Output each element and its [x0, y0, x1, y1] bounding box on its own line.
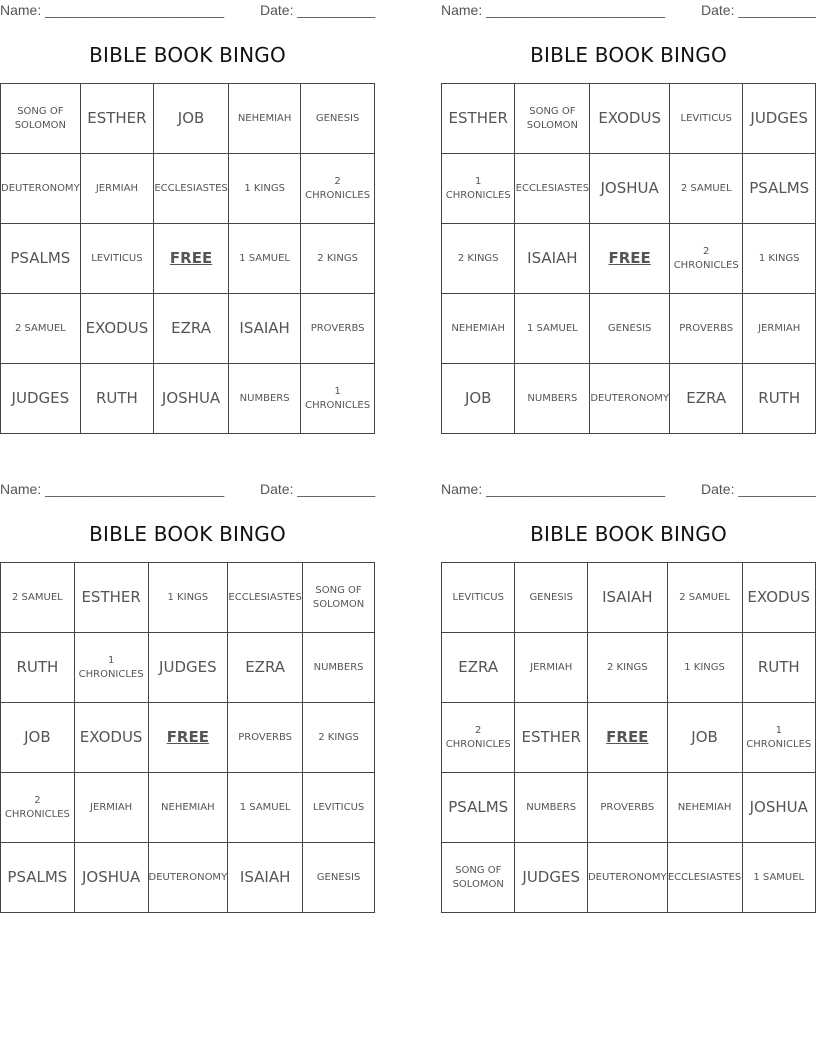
- bingo-row: [1, 703, 375, 773]
- bingo-cell: JOSHUA: [74, 843, 148, 913]
- bingo-cell: ESTHER: [80, 84, 153, 154]
- bingo-row: [442, 84, 816, 154]
- card-title: BIBLE BOOK BINGO: [89, 43, 286, 67]
- bingo-cell: EXODUS: [590, 84, 670, 154]
- bingo-cell: NUMBERS: [303, 633, 375, 703]
- bingo-grid: [441, 562, 816, 913]
- bingo-cell: EXODUS: [80, 294, 153, 364]
- bingo-cell: JOSHUA: [590, 154, 670, 224]
- bingo-cell: JOB: [154, 84, 229, 154]
- bingo-cell: SONG OF SOLOMON: [303, 563, 375, 633]
- bingo-grid: [0, 562, 375, 913]
- bingo-cell: JOSHUA: [742, 773, 815, 843]
- name-field-label: Name: _______________________: [0, 2, 225, 18]
- bingo-cell: ECCLESIASTES: [667, 843, 742, 913]
- name-date-line: [0, 2, 375, 20]
- bingo-cell: GENESIS: [515, 563, 588, 633]
- bingo-cell: NUMBERS: [515, 364, 590, 434]
- bingo-cell: DEUTERONOMY: [1, 154, 81, 224]
- bingo-cell: JOB: [667, 703, 742, 773]
- bingo-card-2: [441, 0, 816, 440]
- bingo-cell: 2 CHRONICLES: [301, 154, 375, 224]
- bingo-cell: LEVITICUS: [80, 224, 153, 294]
- bingo-cell: DEUTERONOMY: [148, 843, 228, 913]
- name-date-line: [441, 2, 816, 20]
- date-field-label: Date: __________: [260, 2, 376, 18]
- bingo-cell: ECCLESIASTES: [515, 154, 590, 224]
- bingo-cell: 2 KINGS: [303, 703, 375, 773]
- bingo-cell: 1 KINGS: [743, 224, 816, 294]
- bingo-cell: 1 KINGS: [229, 154, 301, 224]
- bingo-cell: EZRA: [154, 294, 229, 364]
- bingo-cell: DEUTERONOMY: [590, 364, 670, 434]
- card-title: BIBLE BOOK BINGO: [530, 522, 727, 546]
- bingo-cell: EZRA: [442, 633, 515, 703]
- date-field-label: Date: __________: [260, 481, 376, 497]
- bingo-cell: SONG OF SOLOMON: [442, 843, 515, 913]
- bingo-cell: JUDGES: [148, 633, 228, 703]
- bingo-cell: EXODUS: [742, 563, 815, 633]
- bingo-cell: 1 KINGS: [667, 633, 742, 703]
- name-field-label: Name: _______________________: [0, 481, 225, 497]
- bingo-cell: 1 CHRONICLES: [442, 154, 515, 224]
- bingo-cell: EZRA: [669, 364, 742, 434]
- bingo-cell: 2 SAMUEL: [667, 563, 742, 633]
- bingo-cell: 1 SAMUEL: [515, 294, 590, 364]
- bingo-cell: DEUTERONOMY: [587, 843, 667, 913]
- bingo-cell: 1 SAMUEL: [742, 843, 815, 913]
- bingo-cell: 2 CHRONICLES: [1, 773, 75, 843]
- bingo-cell: SONG OF SOLOMON: [515, 84, 590, 154]
- bingo-card-4: [441, 479, 816, 919]
- bingo-cell: 2 KINGS: [442, 224, 515, 294]
- bingo-cell: 2 SAMUEL: [1, 563, 75, 633]
- bingo-cell: 2 KINGS: [301, 224, 375, 294]
- name-field-label: Name: _______________________: [441, 481, 666, 497]
- bingo-cell: LEVITICUS: [303, 773, 375, 843]
- bingo-cell: PSALMS: [1, 843, 75, 913]
- bingo-row: [442, 843, 816, 913]
- bingo-cell: JOB: [1, 703, 75, 773]
- bingo-cell: 2 SAMUEL: [1, 294, 81, 364]
- bingo-row: [1, 294, 375, 364]
- bingo-cell: PSALMS: [1, 224, 81, 294]
- bingo-row: [1, 84, 375, 154]
- bingo-cell: LEVITICUS: [442, 563, 515, 633]
- bingo-row: [1, 773, 375, 843]
- bingo-cell: ECCLESIASTES: [154, 154, 229, 224]
- bingo-cell: 1 CHRONICLES: [301, 364, 375, 434]
- bingo-cell: PROVERBS: [669, 294, 742, 364]
- bingo-cell: JERMIAH: [515, 633, 588, 703]
- bingo-cell: PROVERBS: [587, 773, 667, 843]
- bingo-cell: 2 CHRONICLES: [442, 703, 515, 773]
- bingo-cell: JERMIAH: [80, 154, 153, 224]
- bingo-cell: 1 SAMUEL: [228, 773, 303, 843]
- bingo-cell: PROVERBS: [228, 703, 303, 773]
- bingo-cell: 1 KINGS: [148, 563, 228, 633]
- bingo-cell: GENESIS: [301, 84, 375, 154]
- bingo-cell: PROVERBS: [301, 294, 375, 364]
- bingo-cell: NUMBERS: [229, 364, 301, 434]
- bingo-row: [442, 773, 816, 843]
- bingo-row: [1, 563, 375, 633]
- bingo-cell: ECCLESIASTES: [228, 563, 303, 633]
- bingo-grid: [0, 83, 375, 434]
- bingo-cell: JUDGES: [1, 364, 81, 434]
- bingo-cell: GENESIS: [590, 294, 670, 364]
- bingo-card-3: [0, 479, 375, 919]
- bingo-cell: 2 SAMUEL: [669, 154, 742, 224]
- bingo-cell: 2 KINGS: [587, 633, 667, 703]
- bingo-cell: RUTH: [742, 633, 815, 703]
- bingo-cell: NUMBERS: [515, 773, 588, 843]
- bingo-cell: PSALMS: [442, 773, 515, 843]
- bingo-cell: JUDGES: [743, 84, 816, 154]
- bingo-row: [442, 633, 816, 703]
- bingo-row: [442, 703, 816, 773]
- bingo-cell: RUTH: [80, 364, 153, 434]
- name-field-label: Name: _______________________: [441, 2, 666, 18]
- bingo-cell: NEHEMIAH: [229, 84, 301, 154]
- bingo-cell: ESTHER: [442, 84, 515, 154]
- bingo-cell: ESTHER: [515, 703, 588, 773]
- bingo-cell: PSALMS: [743, 154, 816, 224]
- bingo-cell: GENESIS: [303, 843, 375, 913]
- bingo-cell: JOB: [442, 364, 515, 434]
- bingo-cell: SONG OF SOLOMON: [1, 84, 81, 154]
- bingo-cell: ESTHER: [74, 563, 148, 633]
- bingo-row: [1, 154, 375, 224]
- free-space-cell: FREE: [154, 224, 229, 294]
- bingo-cell: JOSHUA: [154, 364, 229, 434]
- bingo-cell: 2 CHRONICLES: [669, 224, 742, 294]
- name-date-line: [441, 481, 816, 499]
- bingo-row: [1, 364, 375, 434]
- bingo-cell: JERMIAH: [74, 773, 148, 843]
- bingo-cell: 1 CHRONICLES: [742, 703, 815, 773]
- free-space-cell: FREE: [590, 224, 670, 294]
- name-date-line: [0, 481, 375, 499]
- date-field-label: Date: __________: [701, 2, 816, 18]
- bingo-cell: 1 CHRONICLES: [74, 633, 148, 703]
- free-space-cell: FREE: [148, 703, 228, 773]
- bingo-row: [1, 633, 375, 703]
- bingo-row: [442, 294, 816, 364]
- bingo-cell: JERMIAH: [743, 294, 816, 364]
- bingo-cell: ISAIAH: [515, 224, 590, 294]
- bingo-cell: 1 SAMUEL: [229, 224, 301, 294]
- bingo-row: [442, 224, 816, 294]
- bingo-cell: JUDGES: [515, 843, 588, 913]
- bingo-cell: ISAIAH: [229, 294, 301, 364]
- bingo-cell: EZRA: [228, 633, 303, 703]
- bingo-row: [442, 154, 816, 224]
- card-title: BIBLE BOOK BINGO: [89, 522, 286, 546]
- bingo-cell: RUTH: [743, 364, 816, 434]
- date-field-label: Date: __________: [701, 481, 816, 497]
- bingo-cell: EXODUS: [74, 703, 148, 773]
- bingo-cell: LEVITICUS: [669, 84, 742, 154]
- bingo-row: [442, 364, 816, 434]
- card-title: BIBLE BOOK BINGO: [530, 43, 727, 67]
- bingo-cell: ISAIAH: [587, 563, 667, 633]
- bingo-row: [1, 843, 375, 913]
- bingo-card-1: [0, 0, 375, 440]
- bingo-cell: ISAIAH: [228, 843, 303, 913]
- bingo-cell: RUTH: [1, 633, 75, 703]
- bingo-cell: NEHEMIAH: [148, 773, 228, 843]
- bingo-row: [442, 563, 816, 633]
- bingo-cell: NEHEMIAH: [667, 773, 742, 843]
- bingo-grid: [441, 83, 816, 434]
- bingo-row: [1, 224, 375, 294]
- bingo-cell: NEHEMIAH: [442, 294, 515, 364]
- free-space-cell: FREE: [587, 703, 667, 773]
